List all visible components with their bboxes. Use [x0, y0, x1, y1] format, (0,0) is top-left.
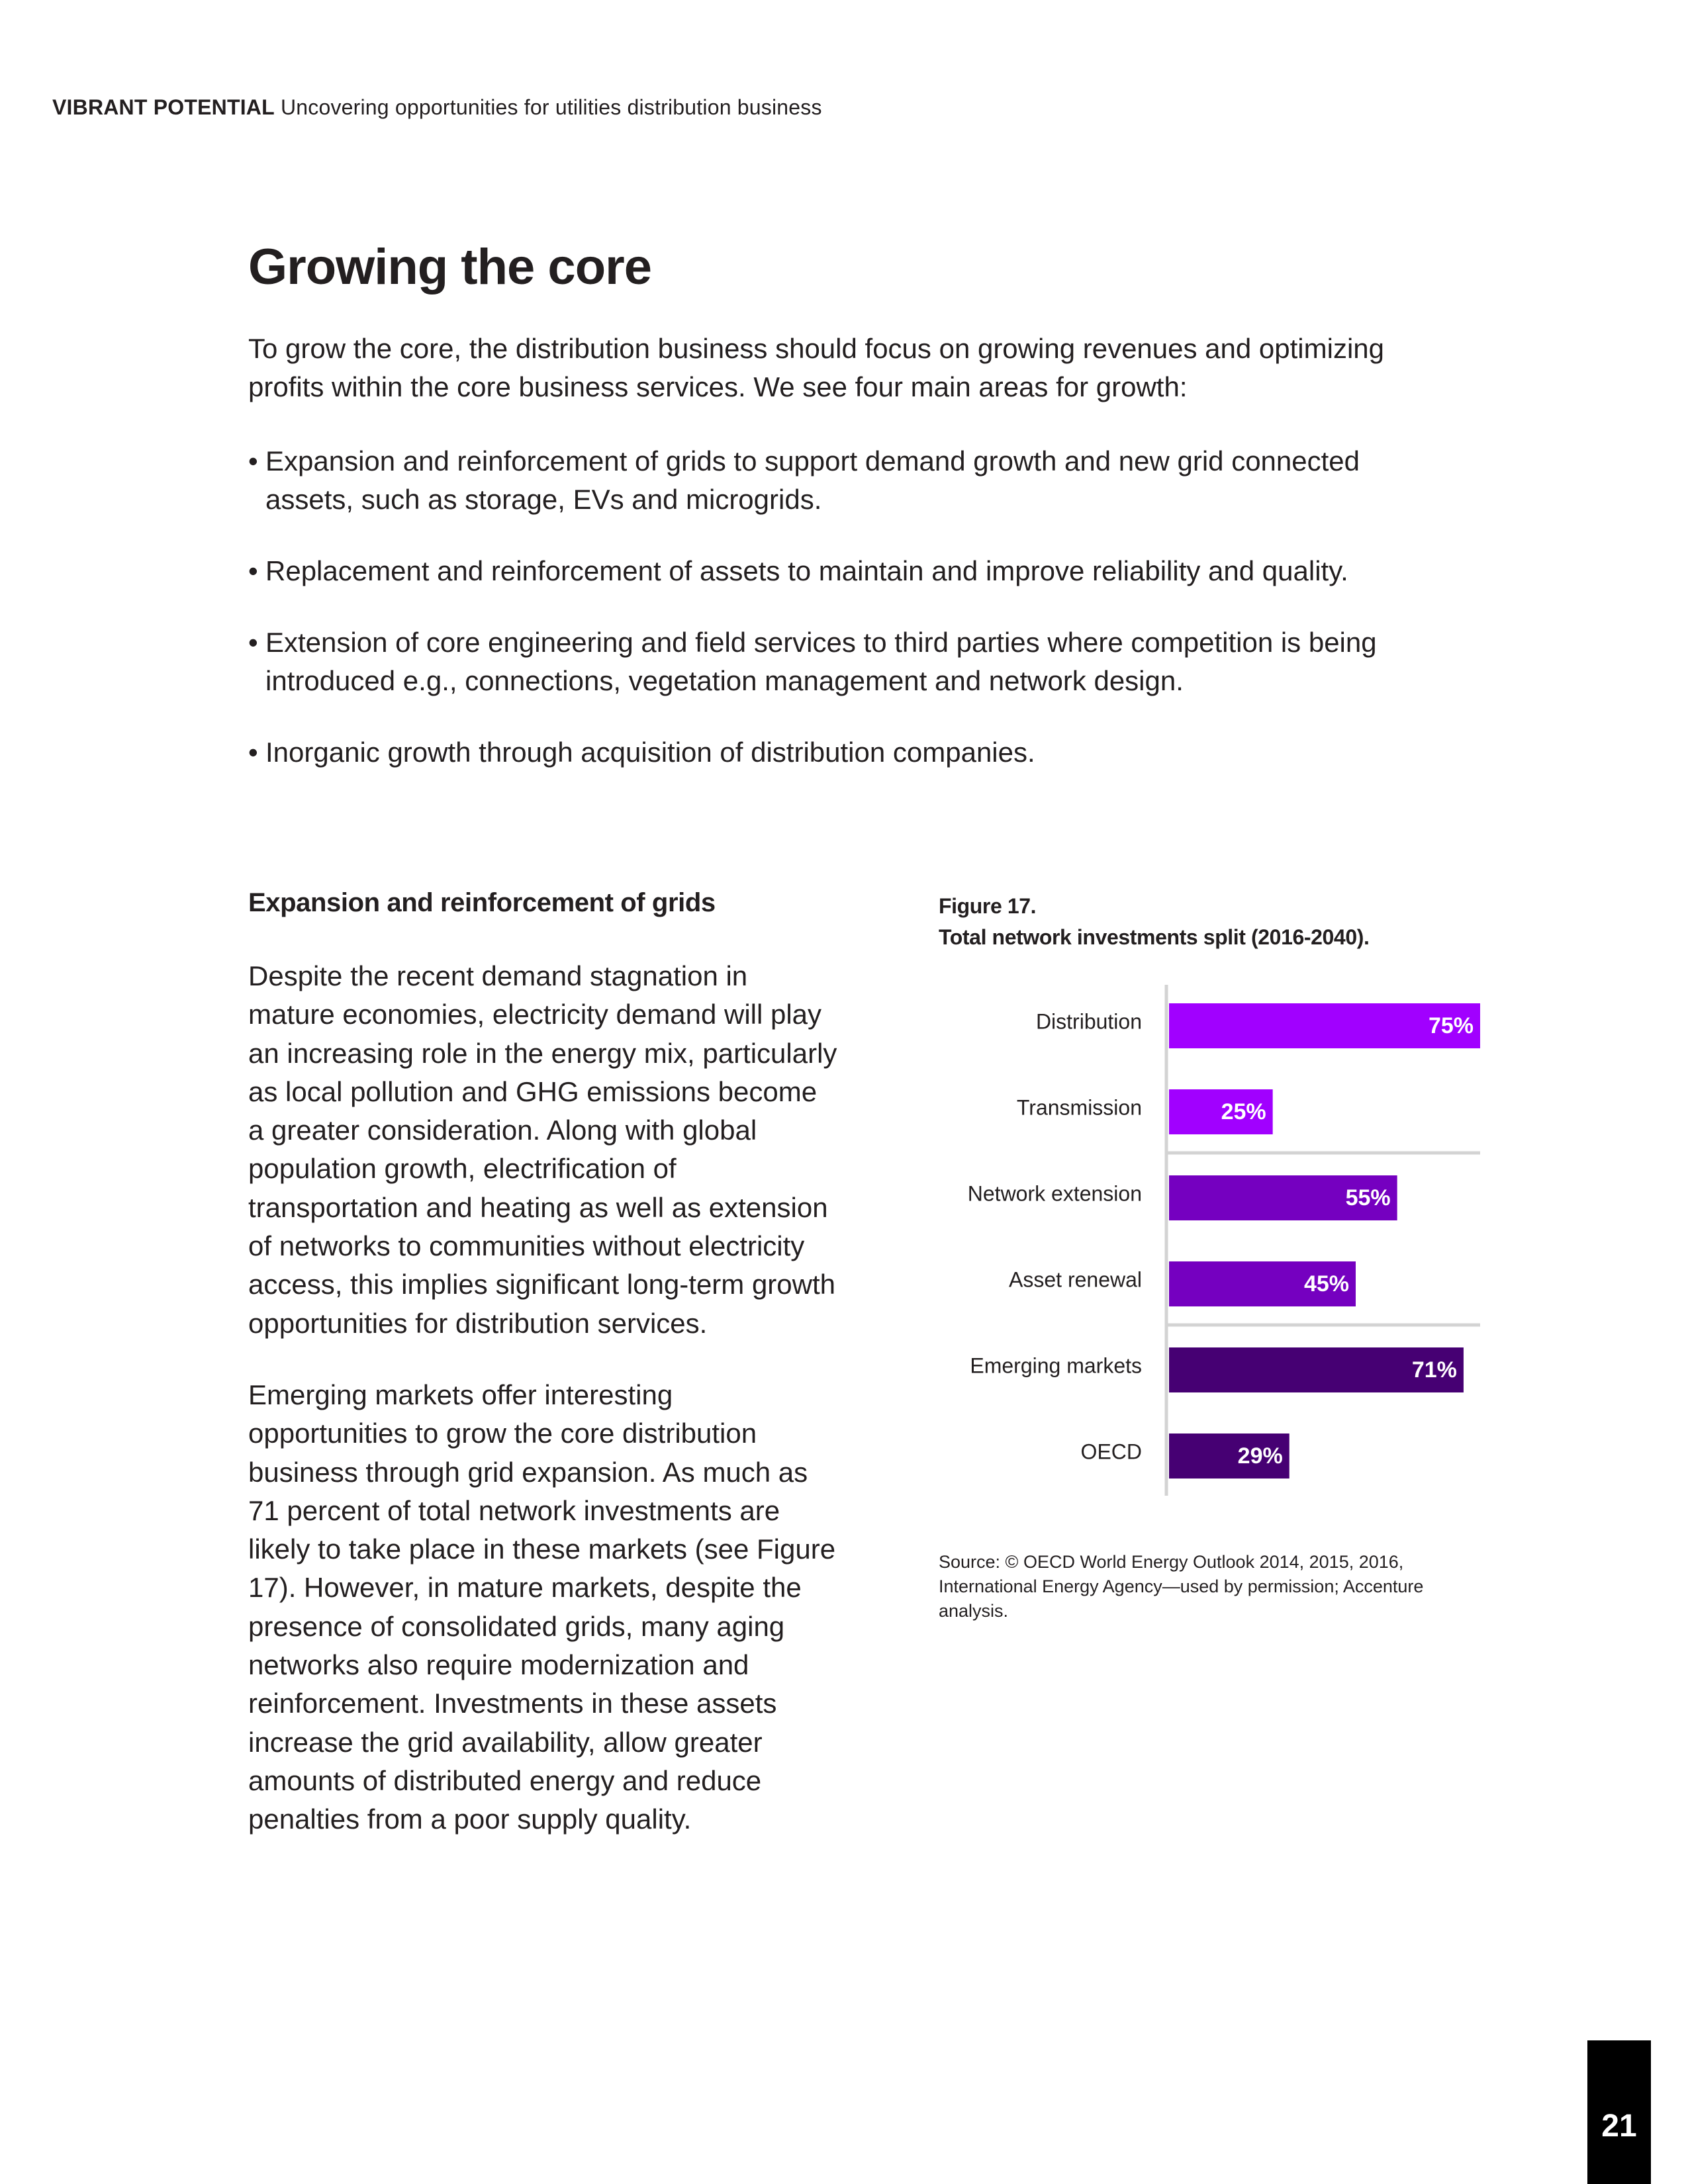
category-label: OECD [1080, 1439, 1142, 1464]
growth-areas-list [248, 442, 1427, 805]
category-label: Distribution [1035, 1009, 1142, 1034]
intro-paragraph: To grow the core, the distribution business should focus on growing revenues and optimizing profits within the core business services. We see four main areas for growth: [248, 333, 1384, 402]
body-paragraph: Despite the recent demand stagnation in mature economies, electricity demand will play an increasing role in the energy mix, particularly as local pollution and GHG emissions become a greater consideration. Along with global population growth, electrification of transportation and heating as well as extension of networks to communities without electricity access, this implies significant long-term growth opportunities for distribution services. [248, 960, 837, 1339]
value-label: 55% [1345, 1185, 1391, 1210]
figure-number: Figure 17. [939, 894, 1037, 918]
category-label: Emerging markets [970, 1353, 1142, 1378]
section-heading: Expansion and reinforcement of grids [248, 888, 716, 917]
list-item: • Expansion and reinforcement of grids to support demand growth and new grid connected assets, such as storage, EVs and microgrids. [248, 442, 1427, 519]
page-number: 21 [1601, 2109, 1637, 2144]
list-item: • Extension of core engineering and field services to third parties where competition is being introduced e.g., connections, vegetation management and network design. [248, 623, 1427, 700]
list-item: • Replacement and reinforcement of assets to maintain and improve reliability and quality. [248, 552, 1427, 590]
header-brand: VIBRANT POTENTIAL [52, 95, 275, 119]
category-label: Transmission [1016, 1095, 1142, 1120]
figure-title: Total network investments split (2016-2040). [939, 925, 1370, 949]
value-label: 29% [1237, 1443, 1283, 1469]
value-label: 71% [1411, 1357, 1457, 1383]
page-number-tab [1587, 2040, 1651, 2184]
list-item: • Inorganic growth through acquisition of distribution companies. [248, 733, 1427, 772]
value-label: 45% [1303, 1271, 1349, 1297]
header-subtitle: Uncovering opportunities for utilities distribution business [280, 95, 822, 119]
category-label: Network extension [967, 1181, 1142, 1206]
running-header [52, 95, 822, 120]
category-label: Asset renewal [1009, 1267, 1142, 1292]
investment-bar-chart [927, 979, 1496, 1509]
value-label: 25% [1221, 1099, 1266, 1124]
section-body [248, 957, 837, 1872]
figure-caption [939, 891, 1369, 953]
source-note: Source: © OECD World Energy Outlook 2014, 2015, 2016, International Energy Agency—used by permission; Accenture analysis. [939, 1552, 1424, 1621]
body-paragraph: Emerging markets offer interesting opportunities to grow the core distribution business through grid expansion. As much as 71 percent of total network investments are likely to take place in these markets (see Figure 17). However, in mature markets, despite the presence of consolidated grids, many aging networks also require modernization and reinforcement. Investments in these assets increase the grid availability, allow greater amounts of distributed energy and reduce penalties from a poor supply quality. [248, 1379, 836, 1835]
page-title: Growing the core [248, 239, 651, 295]
value-label: 75% [1428, 1013, 1474, 1038]
